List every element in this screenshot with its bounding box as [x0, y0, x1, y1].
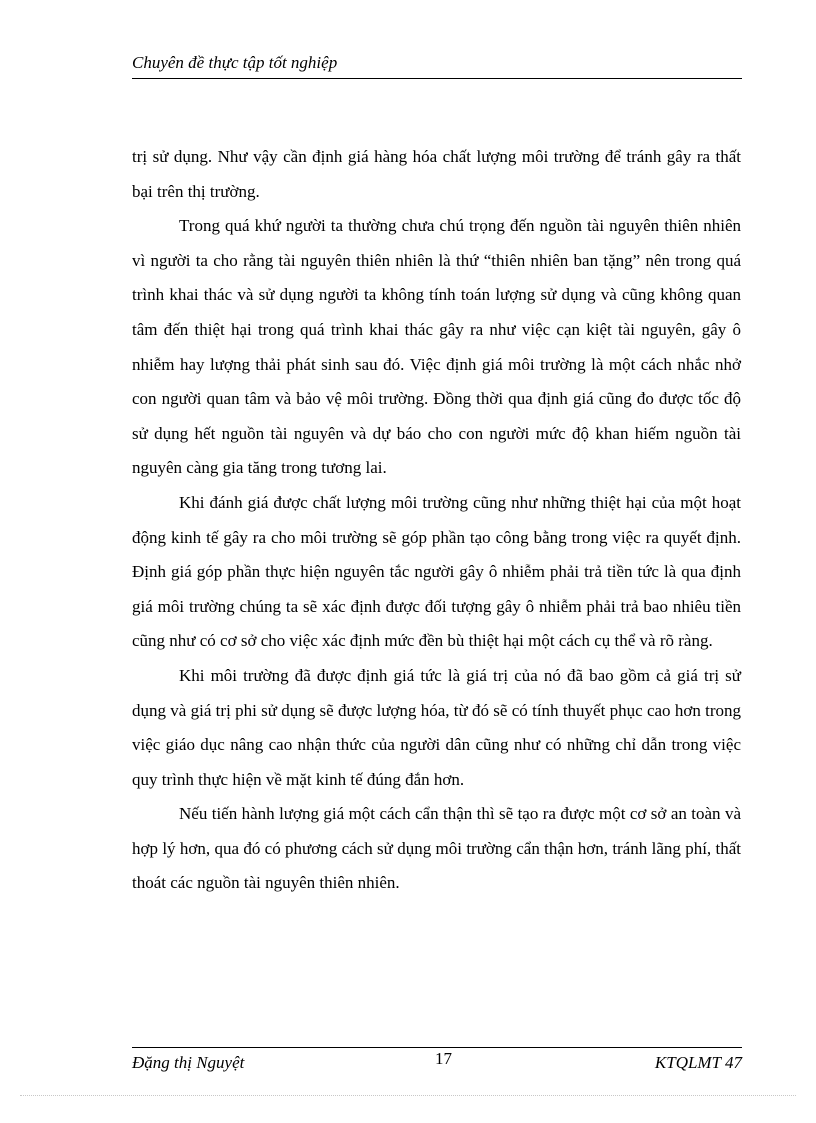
page-number: 17 — [435, 1049, 452, 1068]
paragraph: Khi đánh giá được chất lượng môi trường cũng như những thiệt hại của một hoạt động kinh tế gây ra cho môi trường sẽ góp phần tạo công bằng trong việc ra quyết định. Định giá góp phần thực hiện nguyên tắc người gây ô nhiễm phải trả tiền tức là qua định giá môi trường chúng ta sẽ xác định được đối tượng gây ô nhiễm phải trả bao nhiêu tiền cũng như có cơ sở cho việc xác định mức đền bù thiệt hại một cách cụ thể và rõ ràng. — [132, 492, 741, 651]
paragraph-continuation: trị sử dụng. Như vậy cần định giá hàng hóa chất lượng môi trường để tránh gây ra thất bại trên thị trường. — [132, 147, 741, 201]
document-title: Chuyên đề thực tập tốt nghiệp — [132, 53, 338, 72]
body-text — [132, 140, 741, 901]
page-header — [132, 52, 742, 79]
paragraph: Trong quá khứ người ta thường chưa chú trọng đến nguồn tài nguyên thiên nhiên vì người ta cho rằng tài nguyên thiên nhiên là thứ “thiên nhiên ban tặng” nên trong quá trình khai thác và sử dụng người ta không tính toán lượng sử dụng và cũng không quan tâm đến thiệt hại trong quá trình khai thác gây ra như việc cạn kiệt tài nguyên, gây ô nhiễm hay lượng thải phát sinh sau đó. Việc định giá môi trường là một cách nhắc nhở con người quan tâm và bảo vệ môi trường. Đồng thời qua định giá cũng đo được tốc độ sử dụng hết nguồn tài nguyên và dự báo cho con người mức độ khan hiếm nguồn tài nguyên càng gia tăng trong tương lai. — [132, 216, 741, 478]
class-code: KTQLMT 47 — [654, 1053, 742, 1072]
paragraph: Nếu tiến hành lượng giá một cách cẩn thận thì sẽ tạo ra được một cơ sở an toàn và hợp lý hơn, qua đó có phương cách sử dụng môi trường cẩn thận hơn, tránh lãng phí, thất thoát các nguồn tài nguyên thiên nhiên. — [132, 804, 741, 893]
paragraph: Khi môi trường đã được định giá tức là giá trị của nó đã bao gồm cả giá trị sử dụng và giá trị phi sử dụng sẽ được lượng hóa, từ đó sẽ có tính thuyết phục cao hơn trong việc giáo dục nâng cao nhận thức của người dân cũng như có những chỉ dẫn trong việc quy trình thực hiện về mặt kinh tế đúng đắn hơn. — [132, 665, 741, 789]
page-bottom-rule — [20, 1095, 796, 1096]
author-name: Đặng thị Nguyệt — [132, 1053, 245, 1072]
page-footer — [132, 1047, 742, 1078]
